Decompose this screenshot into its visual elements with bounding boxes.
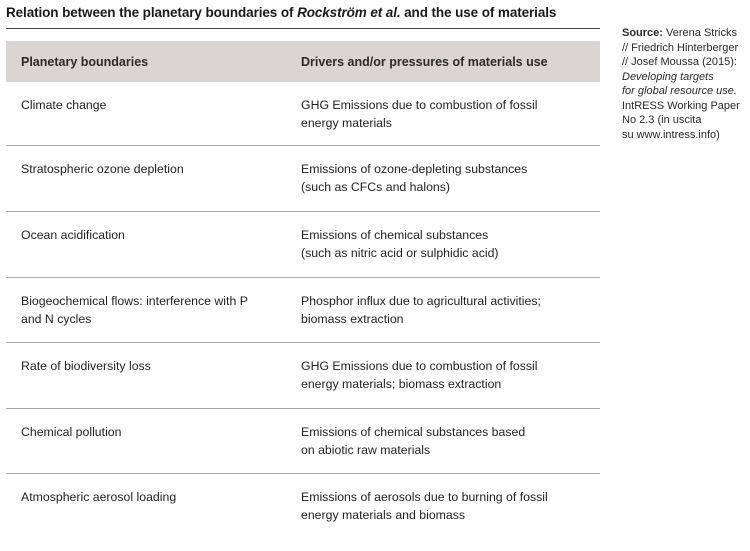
cell-line: Stratospheric ozone depletion bbox=[21, 162, 184, 176]
driver-cell bbox=[301, 160, 591, 196]
cell-line: and N cycles bbox=[21, 312, 92, 326]
driver-cell bbox=[301, 488, 591, 524]
table-row bbox=[6, 474, 600, 540]
table-row bbox=[6, 212, 600, 278]
driver-cell bbox=[301, 96, 591, 132]
cell-line: energy materials; biomass extraction bbox=[301, 377, 502, 391]
boundary-cell bbox=[21, 96, 286, 114]
driver-cell bbox=[301, 226, 591, 262]
source-series-1: IntRESS Working Paper bbox=[622, 99, 740, 112]
source-title-2: for global resource use. bbox=[622, 85, 737, 97]
source-series-3: su www.intress.info) bbox=[622, 128, 720, 141]
boundaries-table bbox=[6, 41, 600, 540]
title-text-italic: Rockström et al. bbox=[297, 5, 401, 20]
driver-cell bbox=[301, 423, 591, 459]
source-authors-3: // Josef Moussa (2015): bbox=[622, 56, 737, 68]
table-row bbox=[6, 146, 600, 212]
cell-line: Atmospheric aerosol loading bbox=[21, 490, 177, 504]
boundary-cell bbox=[21, 160, 286, 178]
source-note bbox=[622, 26, 750, 142]
table-row bbox=[6, 82, 600, 146]
source-label: Source: bbox=[622, 27, 663, 39]
header-drivers-pressures: Drivers and/or pressures of materials use bbox=[301, 54, 548, 69]
title-text-pre: Relation between the planetary boundaries of bbox=[6, 5, 298, 20]
table-row bbox=[6, 409, 600, 474]
cell-line: GHG Emissions due to combustion of fossil bbox=[301, 98, 538, 112]
boundary-cell bbox=[21, 357, 286, 375]
cell-line: Emissions of chemical substances bbox=[301, 228, 489, 242]
document-title bbox=[6, 5, 606, 20]
cell-line: Emissions of chemical substances based bbox=[301, 425, 526, 439]
cell-line: on abiotic raw materials bbox=[301, 443, 431, 457]
cell-line: Phosphor influx due to agricultural activities; bbox=[301, 294, 541, 308]
title-underline bbox=[6, 28, 600, 29]
cell-line: Chemical pollution bbox=[21, 425, 122, 439]
table-row bbox=[6, 278, 600, 343]
cell-line: (such as CFCs and halons) bbox=[301, 180, 450, 194]
cell-line: Ocean acidification bbox=[21, 228, 125, 242]
cell-line: biomass extraction bbox=[301, 312, 404, 326]
cell-line: Emissions of ozone-depleting substances bbox=[301, 162, 528, 176]
driver-cell bbox=[301, 292, 591, 328]
cell-line: energy materials and biomass bbox=[301, 508, 466, 522]
boundary-cell bbox=[21, 226, 286, 244]
source-title-1: Developing targets bbox=[622, 70, 714, 83]
title-text-post: and the use of materials bbox=[400, 5, 557, 20]
source-authors-1: Verena Stricks bbox=[662, 27, 737, 39]
boundary-cell bbox=[21, 292, 286, 328]
boundary-cell bbox=[21, 423, 286, 441]
header-planetary-boundaries: Planetary boundaries bbox=[21, 54, 149, 69]
cell-line: Climate change bbox=[21, 98, 107, 112]
cell-line: Rate of biodiversity loss bbox=[21, 359, 151, 373]
boundary-cell bbox=[21, 488, 286, 506]
cell-line: GHG Emissions due to combustion of fossil bbox=[301, 359, 538, 373]
table-header bbox=[6, 41, 600, 82]
driver-cell bbox=[301, 357, 591, 393]
source-series-2: No 2.3 (in uscita bbox=[622, 114, 702, 126]
cell-line: Biogeochemical flows: interference with P bbox=[21, 294, 248, 308]
table-row bbox=[6, 343, 600, 409]
cell-line: (such as nitric acid or sulphidic acid) bbox=[301, 246, 499, 260]
cell-line: energy materials bbox=[301, 116, 392, 130]
source-line bbox=[622, 26, 750, 41]
source-authors-2: // Friedrich Hinterberger bbox=[622, 41, 739, 54]
cell-line: Emissions of aerosols due to burning of fossil bbox=[301, 490, 548, 504]
